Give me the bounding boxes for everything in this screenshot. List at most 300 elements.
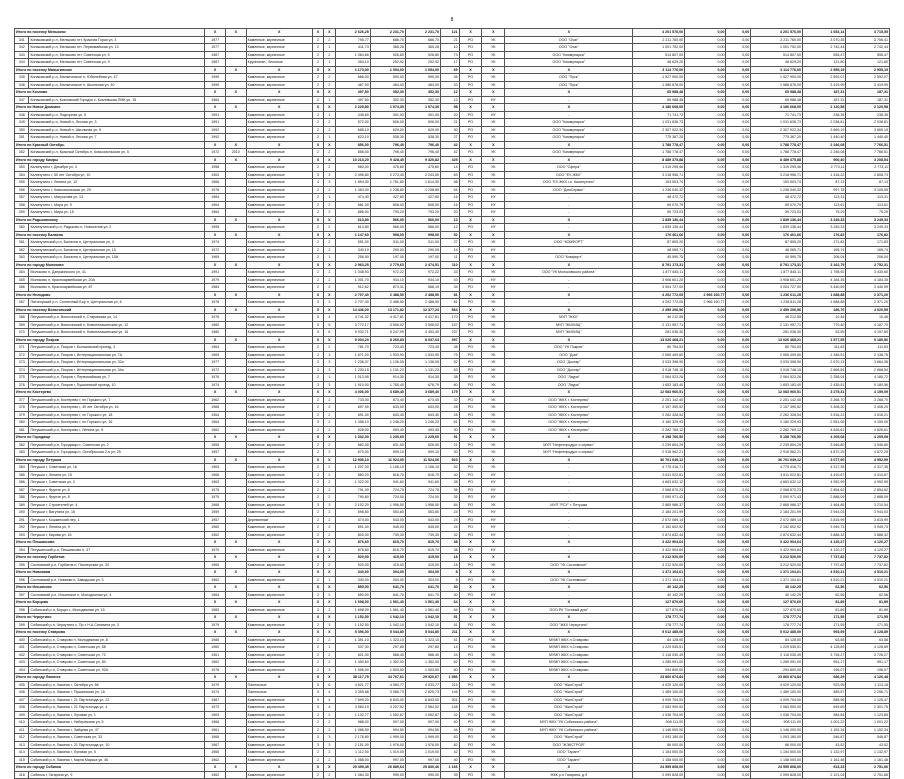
table-cell: 393 — [15, 531, 29, 539]
table-cell: 4 317,35 — [846, 464, 890, 472]
table-cell — [225, 359, 246, 367]
table-cell: 176 461,66 — [751, 231, 803, 239]
table-cell: 0,00 — [685, 584, 726, 592]
table-cell: 0,00 — [726, 621, 751, 629]
table-cell: 506,00 — [405, 119, 440, 127]
table-cell: 4 184,35 — [846, 276, 890, 284]
table-cell: 0,00 — [726, 749, 751, 757]
table-cell: 2 — [324, 771, 335, 779]
table-cell: 3 516,21 — [802, 411, 845, 419]
table-cell: - — [505, 546, 633, 554]
table-cell: 24 — [441, 524, 460, 532]
table-cell: 0,00 — [726, 471, 751, 479]
table-cell: X — [205, 306, 226, 314]
table-cell: 415,00 — [405, 561, 440, 569]
table-cell: РО — [459, 186, 482, 194]
table-cell: НУ — [482, 516, 505, 524]
table-cell: Каменные, кирпичные — [246, 659, 312, 667]
table-cell: X — [225, 66, 246, 74]
table-cell: 27 — [441, 239, 460, 247]
table-cell: 1 123,85 — [846, 711, 890, 719]
table-cell: 723,40 — [370, 344, 405, 352]
table-cell: 3 — [324, 381, 335, 389]
table-cell — [225, 179, 246, 187]
table-cell: 790,80 — [335, 494, 370, 502]
address-cell: Петушки г, Кирова ул, 16 — [29, 531, 205, 539]
table-cell: 408 — [15, 704, 29, 712]
table-cell: 1974 — [205, 239, 226, 247]
table-cell: 1 125,47 — [846, 696, 890, 704]
table-cell: X — [505, 584, 633, 592]
table-cell: 3 506,02 — [370, 321, 405, 329]
table-cell: 0,00 — [726, 156, 751, 164]
table-cell — [225, 111, 246, 119]
table-cell: Каменные, кирпичные — [246, 254, 312, 262]
table-cell: 14 446,20 — [335, 306, 370, 314]
table-cell: 0,00 — [726, 614, 751, 622]
table-cell: УК — [482, 771, 505, 779]
table-cell — [225, 344, 246, 352]
table-cell: 1 974,30 — [370, 104, 405, 112]
table-cell: 913,23 — [802, 764, 845, 772]
table-cell: 1 161,48 — [846, 756, 890, 764]
table-cell: 686,70 — [370, 36, 405, 44]
table-cell: 3 249,33 — [846, 216, 890, 224]
table-cell: X — [482, 141, 505, 149]
table-cell: 1 319 295,46 — [751, 164, 803, 172]
table-cell: НУ — [482, 531, 505, 539]
table-cell: 411 — [15, 726, 29, 734]
table-cell: РО — [459, 119, 482, 127]
table-cell: 121,80 — [846, 59, 890, 67]
table-cell: 1987 — [205, 59, 226, 67]
table-cell: X — [459, 261, 482, 269]
table-cell: 171,55 — [802, 614, 845, 622]
table-row — [15, 696, 890, 704]
table-cell: 0,00 — [685, 741, 726, 749]
table-cell: 372 — [15, 351, 29, 359]
table-cell — [225, 726, 246, 734]
table-cell: 555,47 — [802, 51, 845, 59]
table-cell: X — [459, 614, 482, 622]
table-cell: 3 546,80 — [846, 441, 890, 449]
table-cell: 1 152,50 — [335, 614, 370, 622]
table-cell: 1 001,70 — [335, 276, 370, 284]
table-cell: 3 888,32 — [846, 531, 890, 539]
table-cell: РО — [459, 681, 482, 689]
table-cell: НУ — [482, 524, 505, 532]
table-cell: 0,00 — [726, 696, 751, 704]
table-cell: 0,00 — [685, 569, 726, 577]
table-cell: 998,00 — [405, 231, 440, 239]
table-cell: 176 461,66 — [633, 231, 685, 239]
table-cell: УК — [482, 51, 505, 59]
table-cell: 1 246,20 — [370, 419, 405, 427]
table-cell: 781,70 — [335, 344, 370, 352]
table-cell: 538,30 — [370, 134, 405, 142]
table-cell: 3 440,59 — [802, 284, 845, 292]
table-row — [15, 239, 890, 247]
table-cell: 2 — [324, 449, 335, 457]
table-cell: 1972 — [205, 246, 226, 254]
table-cell: 1984 — [205, 591, 226, 599]
table-cell: 1 — [324, 59, 335, 67]
table-cell: РО — [459, 44, 482, 52]
table-cell: 4 — [324, 314, 335, 322]
table-cell: X — [459, 29, 482, 37]
table-cell: 0,00 — [685, 681, 726, 689]
table-cell: 2 — [312, 276, 323, 284]
table-cell: 2 592,07 — [846, 74, 890, 82]
table-cell: 2 773,11 — [802, 164, 845, 172]
table-cell: 0,00 — [685, 456, 726, 464]
table-cell: 4 410,67 — [802, 471, 845, 479]
table-cell — [225, 284, 246, 292]
table-cell: 2 — [312, 711, 323, 719]
table-cell: 818,70 — [370, 471, 405, 479]
table-cell: 4 029 120,00 — [633, 681, 685, 689]
table-cell: 0,00 — [726, 764, 751, 772]
table-cell: 566,00 — [370, 216, 405, 224]
subtotal-label: Итого по городу Молоково — [15, 261, 205, 269]
table-cell: 4 626,61 — [846, 426, 890, 434]
table-cell: 2 — [324, 224, 335, 232]
table-cell: X — [482, 29, 505, 37]
table-cell: 2 854,62 — [802, 486, 845, 494]
table-cell: - — [505, 299, 633, 307]
table-cell: НУ — [482, 246, 505, 254]
table-cell: 5 — [312, 704, 323, 712]
table-cell: 65 988,48 — [751, 89, 803, 97]
table-cell: Каменные, кирпичные — [246, 471, 312, 479]
table-cell: 2 — [312, 224, 323, 232]
address-cell: Петушки г, Ватутина ул, 16 — [29, 509, 205, 517]
table-cell: РО — [459, 621, 482, 629]
address-cell: Собинский р-н, Лакинск г, 21 Партсъезда ул, 4 — [29, 704, 205, 712]
table-cell: ООО "УК Молоковского района" — [505, 269, 633, 277]
table-cell: 13 171,82 — [370, 306, 405, 314]
table-cell: 48 629,20 — [751, 59, 803, 67]
table-cell: 990,00 — [405, 771, 440, 779]
table-cell: 1987 — [205, 51, 226, 59]
table-cell: ООО "ЕУ-ЖКХ г.о. Калинутино" — [505, 179, 633, 187]
table-cell: УК — [482, 681, 505, 689]
table-cell: 368 — [15, 314, 29, 322]
table-cell: 2 — [324, 51, 335, 59]
address-cell: Петушинский р-н, Городищи п, Советская ул, 2 — [29, 441, 205, 449]
table-cell: 1 653 183,40 — [751, 381, 803, 389]
table-cell: Каменные, кирпичные — [246, 321, 312, 329]
table-cell: X — [482, 216, 505, 224]
table-cell: 800,00 — [335, 531, 370, 539]
table-cell: 2 888,09 — [802, 494, 845, 502]
table-cell: 1966 — [205, 719, 226, 727]
table-cell: РО — [459, 636, 482, 644]
table-cell: РО — [459, 479, 482, 487]
table-cell: 4 159,09 — [846, 419, 890, 427]
table-cell: X — [205, 156, 226, 164]
table-cell — [225, 561, 246, 569]
table-cell — [225, 276, 246, 284]
table-cell: 1957 — [205, 449, 226, 457]
table-cell: X — [505, 216, 633, 224]
table-cell: ООО "УК Сосновское" — [505, 576, 633, 584]
table-cell: РО — [459, 449, 482, 457]
table-cell: X — [324, 104, 335, 112]
table-cell: Каменные, кирпичные — [246, 711, 312, 719]
table-cell: 1 354,00 — [335, 186, 370, 194]
table-cell: 1 — [324, 194, 335, 202]
table-cell: 79 — [441, 351, 460, 359]
table-cell: 3 180 329,93 — [751, 419, 803, 427]
table-cell: 1 238,80 — [370, 186, 405, 194]
table-cell: 3 — [324, 666, 335, 674]
table-row — [15, 246, 890, 254]
table-cell — [225, 314, 246, 322]
subtotal-label: Итого по поселку Малыгинское — [15, 66, 205, 74]
table-cell: - — [505, 284, 633, 292]
table-cell: 908 111,00 — [633, 719, 685, 727]
table-cell: 3 — [312, 606, 323, 614]
table-cell — [225, 704, 246, 712]
table-cell: 127 870,60 — [633, 606, 685, 614]
table-cell: 5 — [312, 314, 323, 322]
table-cell: Каменные, кирпичные — [246, 531, 312, 539]
table-cell: X — [505, 291, 633, 299]
table-cell: 1 113,18 — [846, 681, 890, 689]
table-cell: 1 093 180,00 — [751, 734, 803, 742]
table-cell: Каменные, кирпичные — [246, 411, 312, 419]
table-cell: 1 533,90 — [370, 351, 405, 359]
table-cell: 5 158 766,50 — [633, 434, 685, 442]
table-cell: УК — [482, 344, 505, 352]
table-cell: РО — [459, 591, 482, 599]
table-cell: 1975 — [205, 494, 226, 502]
table-cell: 2 301,75 — [846, 704, 890, 712]
table-cell: 793,20 — [370, 209, 405, 217]
table-cell: 43,52 — [802, 741, 845, 749]
table-cell: 0,00 — [726, 734, 751, 742]
subtotal-row — [15, 389, 890, 397]
table-cell: 407 — [15, 696, 29, 704]
table-cell: 2 — [324, 404, 335, 412]
table-cell: 0,00 — [685, 141, 726, 149]
table-cell: 1 154 500,00 — [633, 749, 685, 757]
table-cell: 350 — [15, 126, 29, 134]
table-cell: 127 870,60 — [633, 599, 685, 607]
table-cell: X — [246, 674, 312, 682]
table-cell: 0,00 — [685, 119, 726, 127]
table-cell: 252,92 — [370, 59, 405, 67]
register-table — [14, 28, 890, 779]
table-cell: 1 112,00 — [335, 749, 370, 757]
table-row — [15, 209, 890, 217]
table-cell: 0,00 — [685, 29, 726, 37]
table-cell: 3 726,27 — [802, 651, 845, 659]
table-cell — [225, 531, 246, 539]
table-cell: 3 — [324, 501, 335, 509]
table-cell: 2 — [324, 284, 335, 292]
table-cell: РО — [459, 111, 482, 119]
table-cell: 62,56 — [802, 584, 845, 592]
table-cell: 2 963,25 — [335, 261, 370, 269]
table-cell: РО — [459, 134, 482, 142]
address-cell: Конаковский р-н, Новый п, Лесная ул, 3 — [29, 119, 205, 127]
table-cell: РО — [459, 321, 482, 329]
table-cell: 23 860 874,84 — [633, 674, 685, 682]
table-cell: 3 715,55 — [846, 29, 890, 37]
table-cell: 30 — [441, 591, 460, 599]
table-cell: X — [324, 434, 335, 442]
table-row — [15, 299, 890, 307]
table-cell: 390 — [15, 509, 29, 517]
table-cell: 2 — [312, 126, 323, 134]
table-row — [15, 284, 890, 292]
table-cell: 566,00 — [405, 216, 440, 224]
table-cell: 0,00 — [726, 194, 751, 202]
table-cell: 1991 — [205, 119, 226, 127]
table-cell: 1978 — [205, 299, 226, 307]
table-cell: 382 — [15, 441, 29, 449]
table-cell: X — [482, 231, 505, 239]
table-cell: ООО "ЖЭКСТРОЙ" — [505, 741, 633, 749]
table-cell: 566,00 — [370, 224, 405, 232]
table-cell: УК — [482, 299, 505, 307]
address-cell: Петушки г, Фрунзе ул, 8 — [29, 494, 205, 502]
address-cell: Конаковский р-н, Козловский Городок с, Козловская ПМК ул, 15 — [29, 96, 205, 104]
table-cell: 1 761,80 — [370, 179, 405, 187]
table-cell: 1 586 876,00 — [633, 81, 685, 89]
table-cell: РО — [459, 486, 482, 494]
table-cell: 3 — [324, 179, 335, 187]
table-row — [15, 164, 890, 172]
table-cell: 568,19 — [405, 284, 440, 292]
table-cell: 2 307 922,34 — [751, 126, 803, 134]
table-cell: 2 — [312, 51, 323, 59]
address-cell: Калинутинский р-н, Балахна п, Центральная ул, 15 — [29, 246, 205, 254]
table-cell: 3 611 022,81 — [633, 471, 685, 479]
table-cell: 739,30 — [405, 531, 440, 539]
table-cell: РО — [459, 749, 482, 757]
table-cell: 1 152,34 — [802, 726, 845, 734]
table-cell: 59 723,03 — [751, 209, 803, 217]
table-cell: 2 — [312, 111, 323, 119]
table-cell: 0,00 — [726, 711, 751, 719]
table-cell: 2 211 760,00 — [633, 36, 685, 44]
table-cell: 0,00 — [685, 539, 726, 547]
table-cell: X — [205, 216, 226, 224]
table-cell: 1 561,40 — [370, 599, 405, 607]
table-cell: - — [505, 471, 633, 479]
table-cell: 3 669,19 — [802, 126, 845, 134]
table-cell: Каменные, кирпичные — [246, 704, 312, 712]
table-cell: НУ — [482, 591, 505, 599]
table-cell: 506,00 — [370, 119, 405, 127]
table-cell: 403 — [15, 659, 29, 667]
table-cell: ООО РК "Готовый дом" — [505, 606, 633, 614]
address-cell: Конаковский р-н, Новый п, Лесная ул, 7 — [29, 134, 205, 142]
table-cell: Каменные, кирпичные — [246, 299, 312, 307]
table-cell: ООО "КОМФОРТ" — [505, 239, 633, 247]
table-cell: 2 — [312, 644, 323, 652]
table-row — [15, 351, 890, 359]
table-cell: 29 920,67 — [405, 674, 440, 682]
table-cell — [225, 509, 246, 517]
table-cell: 1964 — [205, 411, 226, 419]
table-cell: 2 — [324, 209, 335, 217]
table-cell: 2 488,50 — [370, 299, 405, 307]
table-cell: 1966 — [205, 471, 226, 479]
table-cell: 546,87 — [846, 734, 890, 742]
table-cell: РО — [459, 411, 482, 419]
table-cell: 75,29 — [802, 209, 845, 217]
table-cell: УК — [482, 644, 505, 652]
table-cell: 0,00 — [685, 734, 726, 742]
table-cell: 2 — [312, 194, 323, 202]
table-cell: 1963 — [205, 711, 226, 719]
table-cell: 0,00 — [726, 434, 751, 442]
table-cell: 1 — [324, 134, 335, 142]
table-cell: 0,00 — [726, 501, 751, 509]
table-cell: 4 317,35 — [802, 464, 845, 472]
table-cell: 775 367,20 — [633, 134, 685, 142]
table-cell: X — [459, 231, 482, 239]
table-cell: 1 146 000,00 — [633, 726, 685, 734]
table-cell: - — [505, 201, 633, 209]
table-cell: 2 751,66 — [846, 771, 890, 779]
table-cell: 197,00 — [370, 254, 405, 262]
table-cell: 0,00 — [726, 404, 751, 412]
table-row — [15, 531, 890, 539]
table-cell: 8 — [441, 569, 460, 577]
table-cell: 1 230,15 — [335, 366, 370, 374]
table-cell: 215 — [441, 681, 460, 689]
subtotal-label: Итого по Новинкам — [15, 569, 205, 577]
table-cell: РО — [459, 756, 482, 764]
table-cell: 1979 — [205, 276, 226, 284]
table-cell: X — [482, 89, 505, 97]
table-cell: 0,00 — [685, 629, 726, 637]
table-cell: 0,00 — [726, 141, 751, 149]
table-cell: 2 090 971,43 — [633, 494, 685, 502]
table-cell: 724,75 — [405, 486, 440, 494]
table-cell: 18 — [441, 554, 460, 562]
subtotal-label: Итого по Нелидово — [15, 291, 205, 299]
table-cell: РО — [459, 726, 482, 734]
table-cell: 3 212 520,00 — [751, 554, 803, 562]
table-cell: 568,40 — [370, 651, 405, 659]
table-cell: 0,00 — [685, 764, 726, 772]
table-cell: РО — [459, 471, 482, 479]
table-cell: 2 — [312, 119, 323, 127]
table-row — [15, 726, 890, 734]
table-cell: X — [225, 104, 246, 112]
table-cell: 7 737,82 — [802, 561, 845, 569]
address-cell: Петушки г, Кошкинский пер, 1 — [29, 516, 205, 524]
table-cell: 2 — [312, 651, 323, 659]
table-cell: X — [324, 554, 335, 562]
table-cell: X — [324, 614, 335, 622]
table-cell: 0,00 — [726, 396, 751, 404]
table-cell: 60 — [441, 381, 460, 389]
table-cell: 629,00 — [405, 126, 440, 134]
table-cell: 0,00 — [685, 419, 726, 427]
table-cell: 520,00 — [335, 554, 370, 562]
table-cell: 3 422 904,64 — [751, 546, 803, 554]
table-cell: 1959 — [205, 509, 226, 517]
table-cell: 2 178,80 — [335, 734, 370, 742]
table-cell: ЖКК р-н Гагарина, д.9 — [505, 771, 633, 779]
